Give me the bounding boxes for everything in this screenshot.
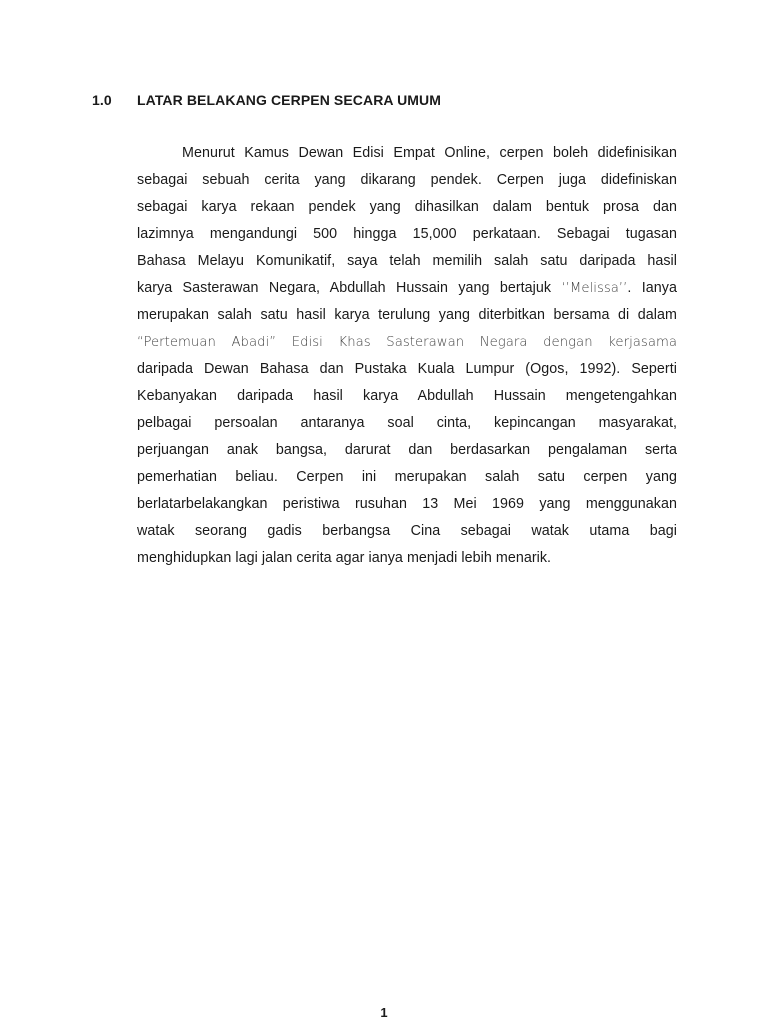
section-title: LATAR BELAKANG CERPEN SECARA UMUM [137,92,442,108]
section-heading [92,92,441,108]
paragraph-line: lazimnya mengandungi 500 hingga 15,000 perkataan. Sebagai tugasan [137,226,677,242]
paragraph-line: merupakan salah satu hasil karya terulung yang diterbitkan bersama di dalam [137,307,677,323]
paragraph-line [137,275,677,302]
line-text: . Ianya [627,280,677,296]
paragraph-line: sebagai sebuah cerita yang dikarang pendek. Cerpen juga didefiniskan [137,172,677,188]
paragraph-line: menghidupkan lagi jalan cerita agar ianya menjadi lebih menarik. [137,550,552,566]
paragraph-line: perjuangan anak bangsa, darurat dan berdasarkan pengalaman serta [137,442,677,458]
paragraph-line: watak seorang gadis berbangsa Cina sebagai watak utama bagi [137,523,677,539]
paragraph-line: sebagai karya rekaan pendek yang dihasilkan dalam bentuk prosa dan [137,199,677,215]
line-text: karya Sasterawan Negara, Abdullah Hussain yang bertajuk [137,280,552,296]
body-paragraph [137,140,677,572]
paragraph-line: pemerhatian beliau. Cerpen ini merupakan salah satu cerpen yang [137,469,677,485]
paragraph-line: Kebanyakan daripada hasil karya Abdullah Hussain mengetengahkan [137,388,677,404]
paragraph-line: pelbagai persoalan antaranya soal cinta, kepincangan masyarakat, [137,415,677,431]
paragraph-line: daripada Dewan Bahasa dan Pustaka Kuala Lumpur (Ogos, 1992). Seperti [137,361,677,377]
paragraph-line: Menurut Kamus Dewan Edisi Empat Online, cerpen boleh didefinisikan [182,145,677,161]
paragraph-line: berlatarbelakangkan peristiwa rusuhan 13 Mei 1969 yang menggunakan [137,496,677,512]
page-number: 1 [380,1005,388,1020]
story-title: ‘’Melissa’’ [561,281,628,296]
section-number: 1.0 [92,92,112,108]
paragraph-line: Bahasa Melayu Komunikatif, saya telah memilih salah satu daripada hasil [137,253,677,269]
paragraph-line: “Pertemuan Abadi” Edisi Khas Sasterawan Negara dengan kerjasama [137,335,677,350]
